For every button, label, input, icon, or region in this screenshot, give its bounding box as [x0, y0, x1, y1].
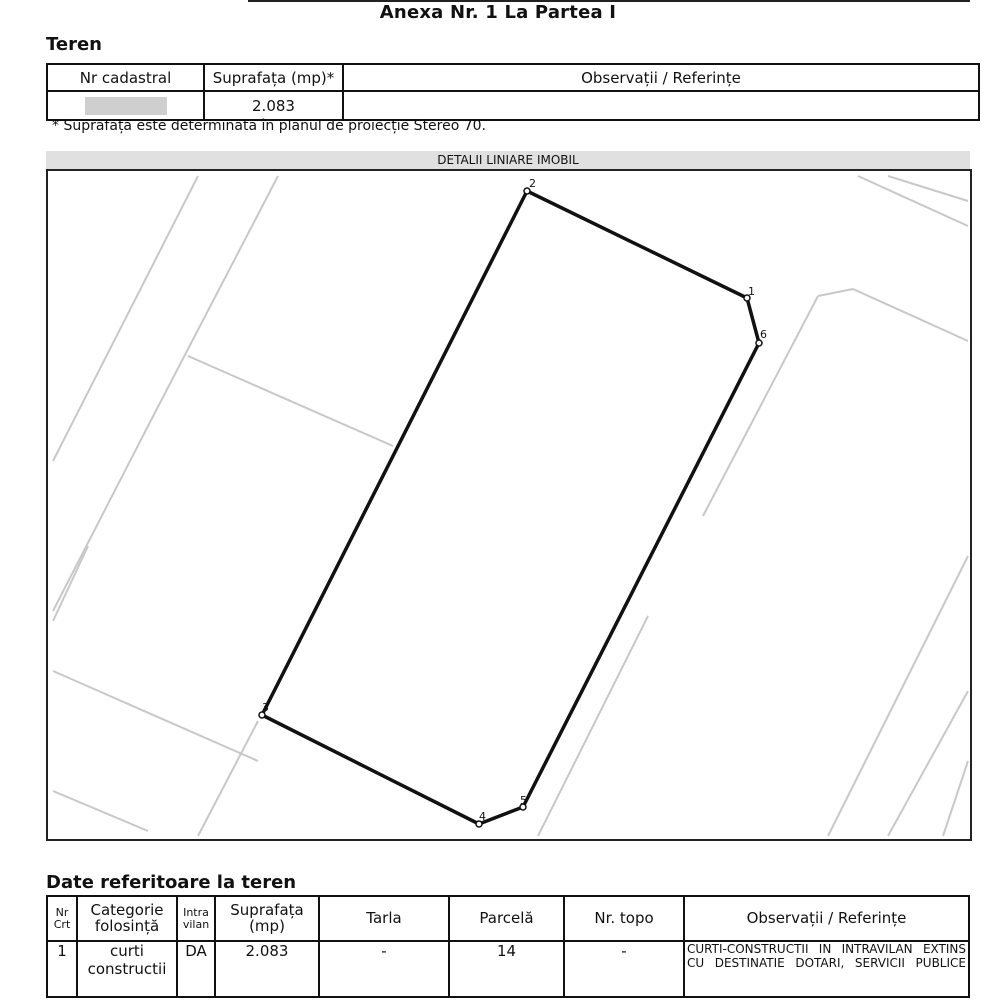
teren-table [46, 63, 980, 121]
col-nr-cadastral: Nr cadastral [47, 64, 204, 91]
col-parcela: Parcelă [449, 896, 564, 941]
observatii-referinte-cell: CURTI-CONSTRUCTII IN INTRAVILAN EXTINS CU DESTINATIE DOTARI, SERVICII PUBLICE [684, 941, 969, 997]
date-header-row [47, 896, 969, 941]
annex-title: Anexa Nr. 1 La Partea I [379, 2, 617, 23]
suprafata-cell: 2.083 [204, 91, 343, 120]
vertex-label-3: 3 [262, 701, 269, 714]
teren-data-row [47, 91, 979, 120]
suprafata-mp-cell: 2.083 [215, 941, 319, 997]
categorie-cell: curti constructii [77, 941, 177, 997]
col-suprafata: Suprafața (mp)* [204, 64, 343, 91]
parcel-map-svg [48, 171, 970, 839]
vertex-labels [262, 177, 767, 823]
col-intravilan: Intra vilan [177, 896, 215, 941]
vertex-markers [259, 188, 762, 827]
teren-header-row [47, 64, 979, 91]
vertex-label-4: 4 [479, 810, 486, 823]
vertex-label-1: 1 [748, 285, 755, 298]
map-title: DETALII LINIARE IMOBIL [46, 151, 970, 169]
table-row [47, 941, 969, 997]
col-suprafata-mp: Suprafața (mp) [215, 896, 319, 941]
parcel-boundary [262, 191, 759, 824]
footnote: * Suprafața este determinată în planul de proiecție Stereo 70. [52, 118, 487, 134]
observatii-cell [343, 91, 979, 120]
col-observatii: Observații / Referințe [343, 64, 979, 91]
col-categorie: Categorie folosință [77, 896, 177, 941]
parcel-map [46, 169, 972, 841]
date-teren-table [46, 895, 970, 998]
redacted-block [85, 97, 167, 115]
tarla-cell: - [319, 941, 449, 997]
col-nr-topo: Nr. topo [564, 896, 684, 941]
col-observatii-referinte: Observații / Referințe [684, 896, 969, 941]
date-section-title: Date referitoare la teren [46, 872, 297, 893]
nr-topo-cell: - [564, 941, 684, 997]
vertex-label-6: 6 [760, 328, 767, 341]
nr-cadastral-cell [47, 91, 204, 120]
vertex-label-5: 5 [520, 794, 527, 807]
teren-section-title: Teren [46, 34, 102, 55]
vertex-label-2: 2 [529, 177, 536, 190]
nr-crt-cell: 1 [47, 941, 77, 997]
intravilan-cell: DA [177, 941, 215, 997]
col-nr-crt: Nr Crt [47, 896, 77, 941]
col-tarla: Tarla [319, 896, 449, 941]
parcela-cell: 14 [449, 941, 564, 997]
neighbor-parcel-lines [53, 176, 968, 836]
